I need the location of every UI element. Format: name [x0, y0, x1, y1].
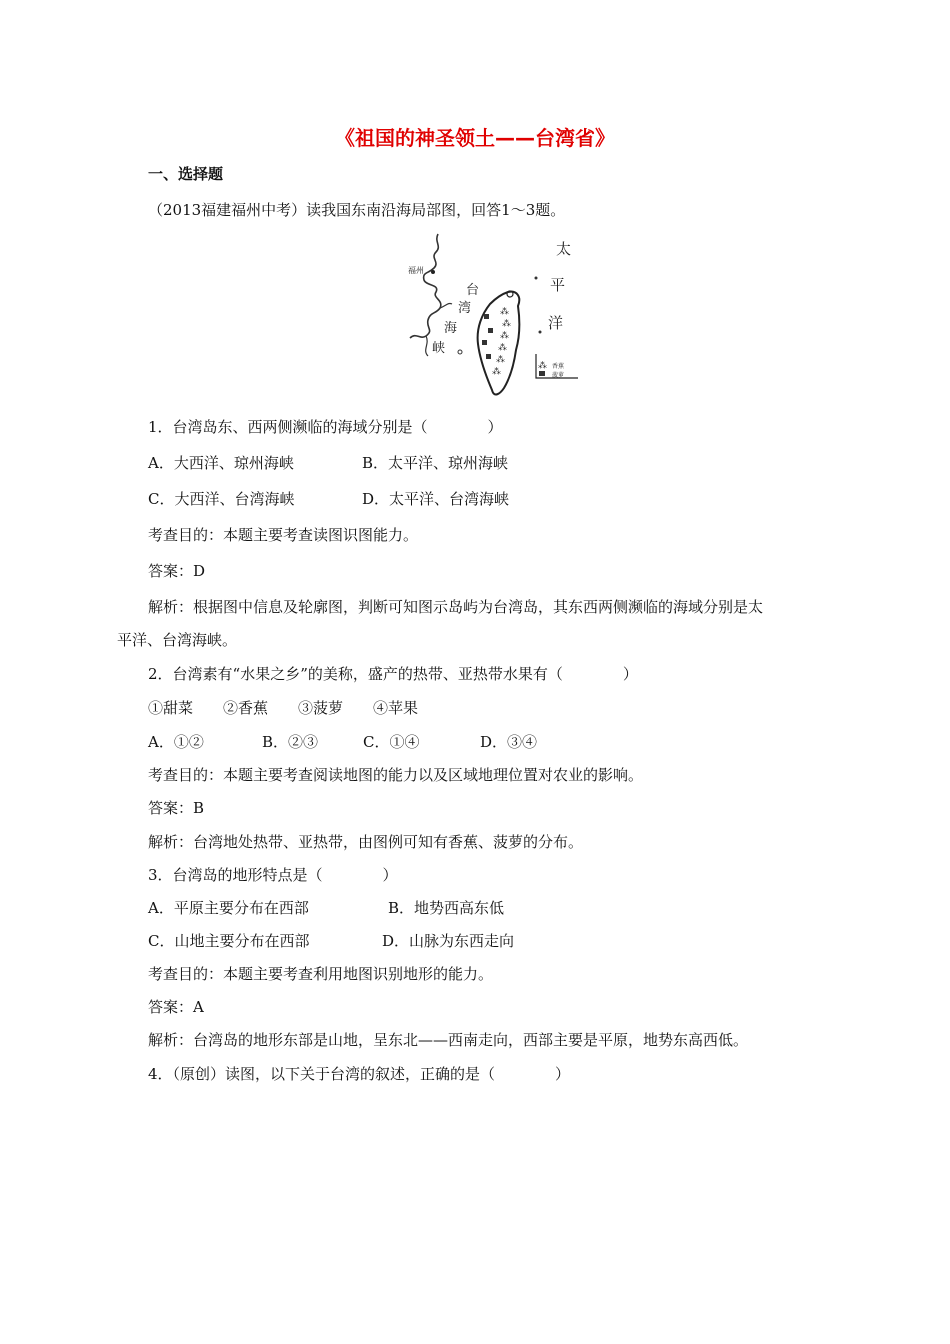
strait-char-3: 海 — [444, 321, 458, 336]
q2-purpose: 考查目的：本题主要考查阅读地图的能力以及区域地理位置对农业的影响。 — [148, 766, 644, 784]
q2-analysis: 解析：台湾地处热带、亚热带，由图例可知有香蕉、菠萝的分布。 — [148, 833, 584, 851]
intro-text: （2013福建福州中考）读我国东南沿海局部图，回答1～3题。 — [148, 201, 566, 219]
q2-answer: 答案：B — [148, 799, 205, 817]
svg-text:⁂: ⁂ — [538, 361, 547, 371]
strait-char-1: 台 — [466, 283, 480, 298]
q2-option-b: B．②③ — [262, 733, 319, 751]
q3-option-a: A．平原主要分布在西部 — [148, 899, 309, 917]
strait-char-2: 湾 — [458, 301, 472, 316]
svg-text:⁂: ⁂ — [500, 307, 509, 317]
q2-items: ①甜菜 ②香蕉 ③菠萝 ④苹果 — [148, 699, 419, 717]
ocean-char-1: 太 — [556, 240, 572, 258]
q2-option-c: C．①④ — [363, 733, 420, 751]
fuzhou-label: 福州 — [408, 266, 424, 275]
q1-option-c: C．大西洋、台湾海峡 — [148, 490, 295, 508]
q1-analysis-line1: 解析：根据图中信息及轮廓图，判断可知图示岛屿为台湾岛，其东西两侧濒临的海域分别是太 — [148, 598, 764, 616]
q1-stem: 1．台湾岛东、西两侧濒临的海域分别是（ ） — [148, 418, 503, 436]
q3-answer: 答案：A — [148, 998, 204, 1016]
strait-char-4: 峡 — [432, 341, 446, 356]
legend-banana: 香蕉 — [552, 363, 565, 370]
taiwan-map-figure — [400, 228, 580, 403]
q3-purpose: 考查目的：本题主要考查利用地图识别地形的能力。 — [148, 965, 494, 983]
q2-option-d: D．③④ — [480, 733, 538, 751]
q3-stem: 3．台湾岛的地形特点是（ ） — [148, 866, 398, 884]
section-heading: 一、选择题 — [148, 165, 224, 183]
q2-option-a: A．①② — [148, 733, 204, 751]
svg-text:⁂: ⁂ — [492, 367, 501, 377]
q3-option-d: D．山脉为东西走向 — [382, 932, 515, 950]
map-legend — [536, 354, 578, 379]
svg-text:⁂: ⁂ — [502, 319, 511, 329]
q1-option-d: D．太平洋、台湾海峡 — [362, 490, 510, 508]
mainland-coastline — [410, 234, 441, 338]
fuzhou-marker — [431, 270, 435, 274]
q3-option-c: C．山地主要分布在西部 — [148, 932, 310, 950]
ocean-char-3: 洋 — [548, 314, 564, 332]
fruit-symbols — [482, 306, 511, 377]
q3-option-b: B．地势西高东低 — [388, 899, 505, 917]
q2-stem: 2．台湾素有“水果之乡”的美称，盛产的热带、亚热带水果有（ ） — [148, 665, 638, 683]
q1-answer: 答案：D — [148, 562, 206, 580]
q1-option-a: A．大西洋、琼州海峡 — [148, 454, 294, 472]
page-title: 《祖国的神圣领土——台湾省》 — [335, 126, 615, 150]
q1-option-b: B．太平洋、琼州海峡 — [362, 454, 509, 472]
q1-purpose: 考查目的：本题主要考查读图识图能力。 — [148, 526, 419, 544]
q4-stem: 4．（原创）读图，以下关于台湾的叙述，正确的是（ ） — [148, 1065, 571, 1083]
svg-text:⁂: ⁂ — [498, 343, 507, 353]
q3-analysis: 解析：台湾岛的地形东部是山地，呈东北——西南走向，西部主要是平原，地势东高西低。 — [148, 1031, 749, 1049]
svg-text:⁂: ⁂ — [496, 355, 505, 365]
q1-analysis-line2: 平洋、台湾海峡。 — [117, 631, 238, 649]
legend-pineapple: 菠萝 — [552, 372, 565, 379]
svg-text:⁂: ⁂ — [500, 331, 509, 341]
ocean-char-2: 平 — [550, 276, 566, 294]
